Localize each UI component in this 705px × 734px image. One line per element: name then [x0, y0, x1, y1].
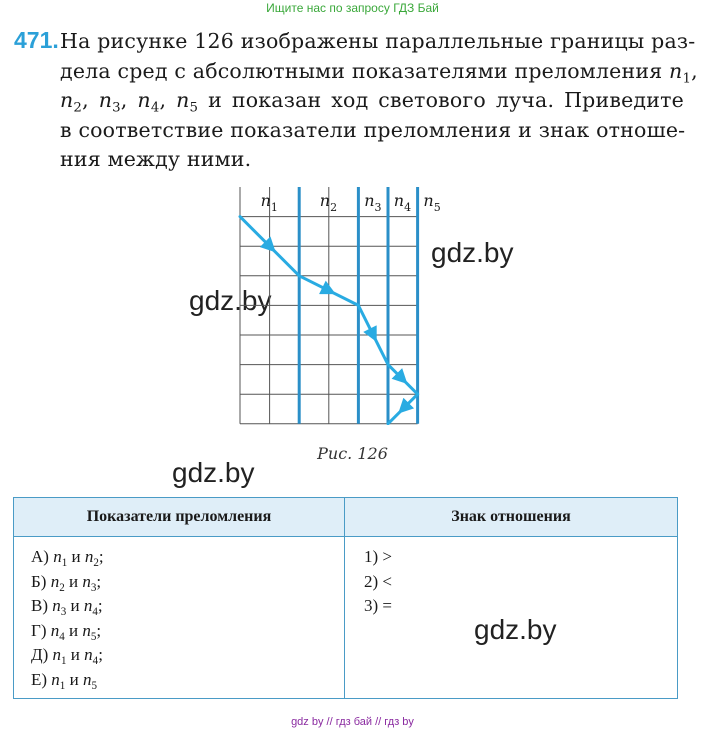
task-line-2: дела сред с абсолютными показателями преломления $n_1$,: [60, 58, 698, 87]
header-indices: Показатели преломления: [86, 508, 272, 525]
sign-row: 2) <: [364, 571, 392, 591]
index-pair-row: Г) $n_4$ и $n_5$;: [31, 620, 102, 643]
top-banner: Ищите нас по запросу ГДЗ Бай: [266, 1, 439, 15]
indices-list: [31, 545, 104, 693]
sign-row: 1) >: [364, 547, 392, 566]
ray-arrow: [403, 379, 404, 380]
ray-arrow: [401, 409, 402, 410]
media-label: $n_1$: [260, 191, 278, 214]
watermark: gdz.by: [474, 614, 557, 645]
index-pair-row: А) $n_1$ и $n_2$;: [31, 547, 104, 569]
header-sign: Знак отношения: [451, 508, 571, 525]
media-label: $n_5$: [423, 191, 441, 214]
media-label: $n_2$: [319, 191, 338, 214]
watermark: gdz.by: [431, 237, 514, 268]
ray-diagram: [232, 185, 456, 425]
matching-table: [13, 497, 678, 699]
signs-list: [364, 545, 392, 619]
task-line-2-text: дела сред с абсолютными показателями преломления: [60, 58, 663, 83]
ray-arrow: [270, 246, 273, 249]
task-line-1: На рисунке 126 изображены параллельные границы раз-: [60, 29, 696, 53]
watermark: gdz.by: [189, 285, 272, 316]
task-line-3: $n_2$, $n_3$, $n_4$, $n_5$ и показан ход светового луча. Приведите: [60, 88, 684, 116]
index-pair-row: В) $n_3$ и $n_4$;: [31, 596, 103, 619]
task-text: [60, 27, 698, 175]
media-label: $n_4$: [393, 191, 412, 214]
footer: gdz by // гдз бай // гдз by: [291, 716, 414, 728]
figure-caption: Рис. 126: [317, 444, 388, 463]
figure-126: [232, 185, 456, 425]
watermark: gdz.by: [172, 457, 255, 488]
sign-row: 3) =: [364, 596, 392, 616]
media-labels: [261, 191, 441, 214]
grid: [240, 187, 418, 424]
index-pair-row: Е) $n_1$ и $n_5$: [31, 669, 97, 692]
task-number: 471.: [14, 27, 59, 53]
media-label: $n_3$: [364, 191, 382, 214]
ray-arrow: [373, 335, 374, 338]
index-pair-row: Д) $n_1$ и $n_4$;: [31, 645, 103, 668]
index-pair-row: Б) $n_2$ и $n_3$;: [31, 571, 102, 594]
task-line-5: ния между ними.: [60, 147, 252, 171]
ray-arrow: [329, 291, 332, 292]
task-line-3-text: и показан ход светового луча. Приведите: [208, 88, 684, 112]
task-line-4: в соответствие показатели преломления и знак отноше-: [60, 117, 686, 142]
